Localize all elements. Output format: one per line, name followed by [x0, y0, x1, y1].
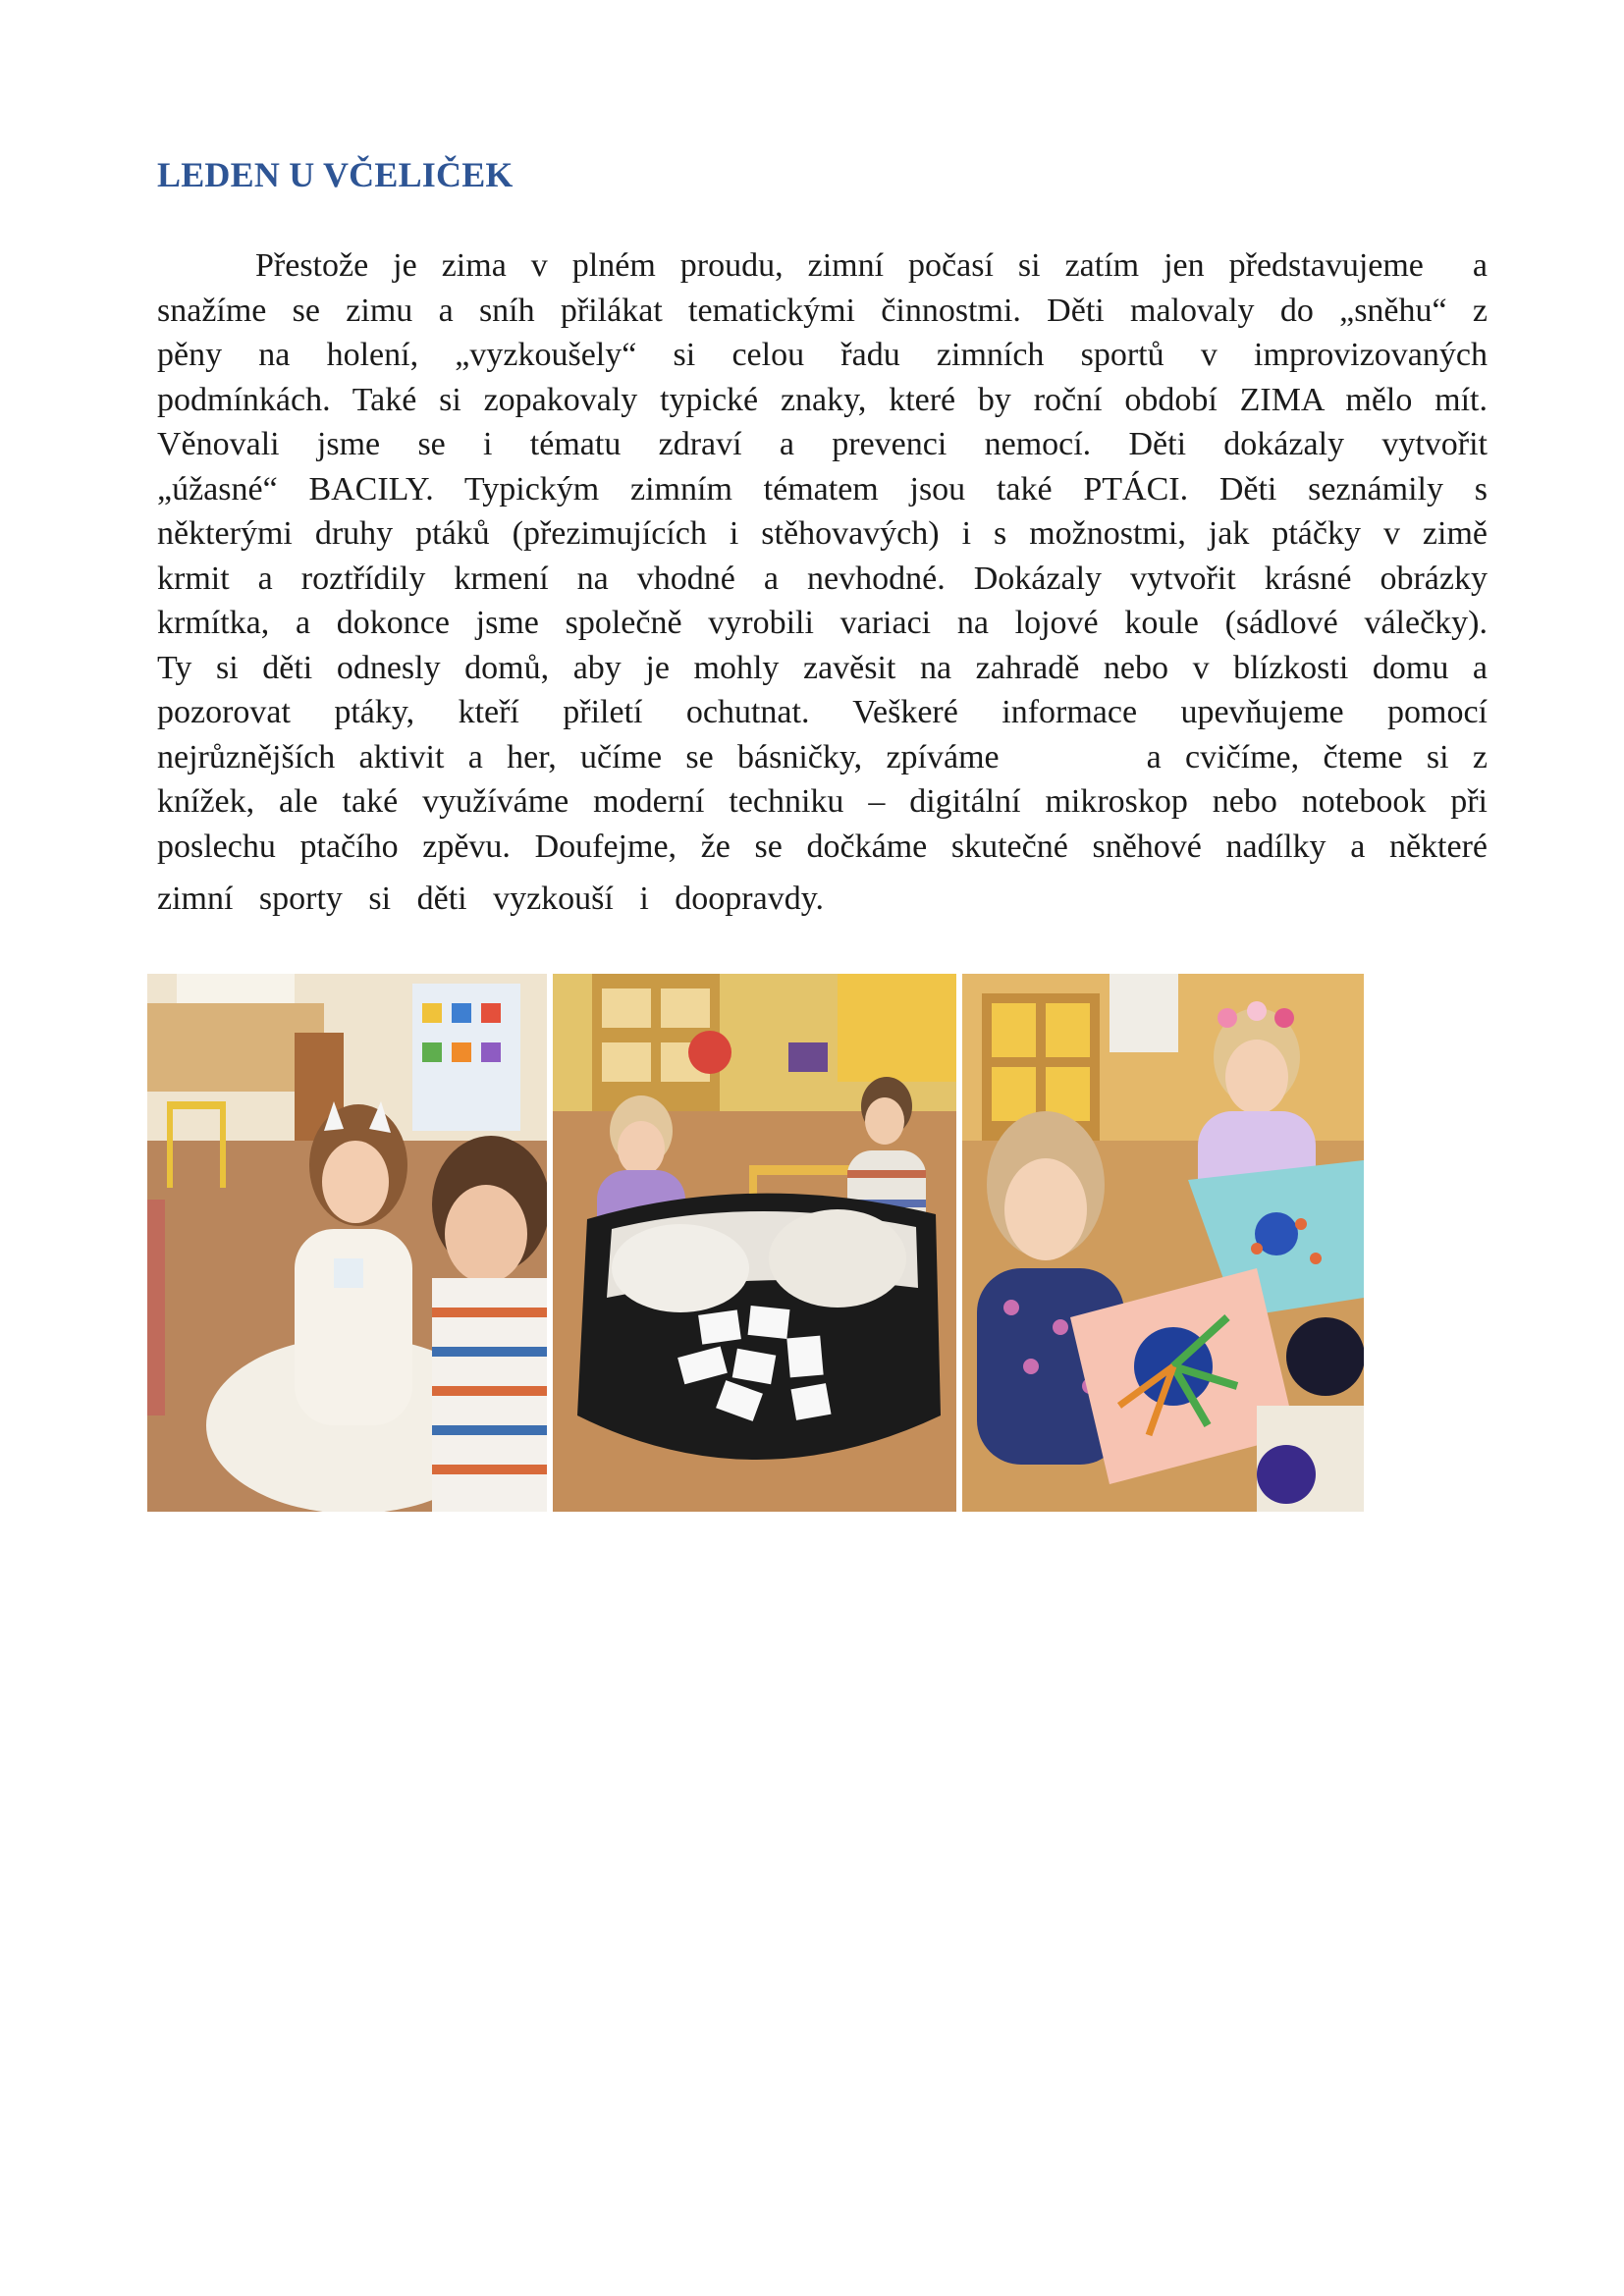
text-line: Ty si děti odnesly domů, aby je mohly zavěsit na zahradě nebo v blízkosti domu a: [157, 649, 1488, 686]
photo-girl-with-cat-ears: [147, 974, 547, 1512]
text-line: krmit a roztřídily krmení na vhodné a nevhodné. Dokázaly vytvořit krásné obrázky: [157, 560, 1488, 597]
text-line: „úžasné“ BACILY. Typickým zimním tématem jsou také PTÁCI. Děti seznámily s: [157, 470, 1488, 507]
text-line: pěny na holení, „vyzkoušely“ si celou řadu zimních sportů v improvizovaných: [157, 337, 1488, 373]
page-title: LEDEN U VČELIČEK: [157, 155, 514, 194]
text-line: krmítka, a dokonce jsme společně vyrobili variaci na lojové koule (sádlové válečky).: [157, 605, 1488, 641]
text-line: zimní sporty si děti vyzkouší i doopravdy.: [157, 881, 825, 917]
text-line: Přestože je zima v plném proudu, zimní počasí si zatím jen představujeme a: [255, 247, 1488, 284]
text-line: některými druhy ptáků (přezimujících i stěhovavých) i s možnostmi, jak ptáčky v zimě: [157, 515, 1488, 552]
text-line: knížek, ale také využíváme moderní techniku – digitální mikroskop nebo notebook při: [157, 783, 1488, 820]
photo-painting-birds: [962, 974, 1364, 1512]
text-line: snažíme se zimu a sníh přilákat tematickými činnostmi. Děti malovaly do „sněhu“ z: [157, 292, 1488, 329]
article-paragraph: [157, 243, 1488, 922]
photo-shaving-foam-tray: [553, 974, 956, 1512]
text-line: pozorovat ptáky, kteří přiletí ochutnat. Veškeré informace upevňujeme pomocí: [157, 694, 1488, 730]
text-line: nejrůznějších aktivit a her, učíme se básničky, zpíváme a cvičíme, čteme si z: [157, 738, 1488, 775]
text-line: Věnovali jsme se i tématu zdraví a prevenci nemocí. Děti dokázaly vytvořit: [157, 426, 1488, 462]
text-line: podmínkách. Také si zopakovaly typické znaky, které by roční období ZIMA mělo mít.: [157, 381, 1488, 418]
text-line: poslechu ptačího zpěvu. Doufejme, že se dočkáme skutečné sněhové nadílky a některé: [157, 828, 1488, 865]
